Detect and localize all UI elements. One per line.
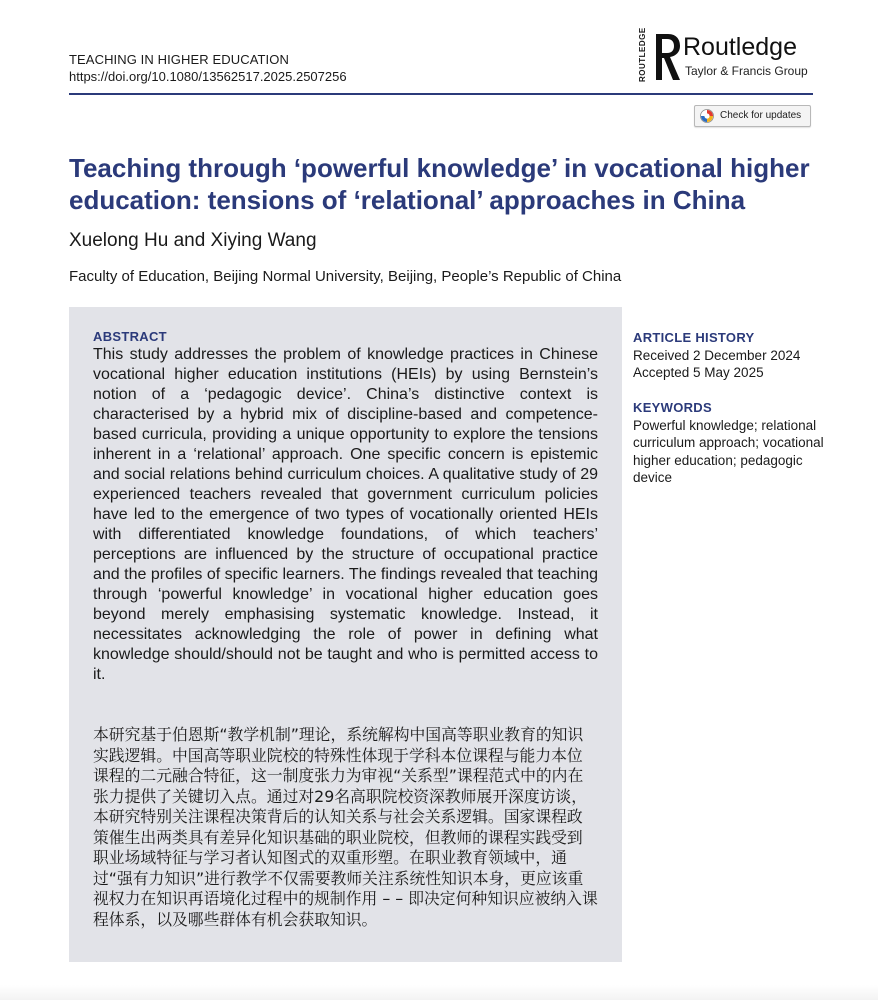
accepted-date: Accepted 5 May 2025 [633,365,764,380]
doi-link[interactable]: https://doi.org/10.1080/13562517.2025.2507256 [69,69,347,84]
journal-header [69,51,347,85]
abstract-text-chinese: 本研究基于伯恩斯“教学机制”理论，系统解构中国高等职业教育的知识实践逻辑。中国高等职业院校的特殊性体现于学科本位课程与能力本位课程的二元融合特征，这一制度张力为审视“关系型”课程范式中的内在张力提供了关键切入点。通过对29名高职院校资深教师展开深度访谈，本研究特别关注课程决策背后的认知关系与社会关系逻辑。国家课程政策催生出两类具有差异化知识基础的职业院校，但教师的课程实践受到职业场域特征与学习者认知图式的双重形塑。在职业教育领域中，通过“强有力知识”进行教学不仅需要教师关注系统性知识本身，更应该重视权力在知识再语境化过程中的规制作用 – – 即决定何种知识应被纳入课程体系，以及哪些群体有机会获取知识。 [93,725,598,929]
keywords-heading: KEYWORDS [633,400,712,415]
keywords-section [633,399,833,487]
keywords-list: Powerful knowledge; relational curriculum approach; vocational higher education; pedagogic device [633,417,824,485]
article-title: Teaching through ‘powerful knowledge’ in vocational higher education: tensions of ‘relational’ approaches in China [69,153,810,215]
check-for-updates-label: Check for updates [720,110,802,121]
routledge-r-icon [653,32,683,82]
received-date: Received 2 December 2024 [633,347,801,363]
publisher-logo [638,27,818,84]
publisher-vertical-mark: ROUTLEDGE [638,27,647,82]
abstract-heading: ABSTRACT [93,329,167,344]
publisher-name: Routledge [683,33,797,61]
article-history [633,329,833,382]
check-for-updates-icon [700,109,714,123]
publisher-group: Taylor & Francis Group [685,64,808,78]
abstract-panel [69,307,622,962]
article-authors: Xuelong Hu and Xiying Wang [69,230,317,251]
journal-name: TEACHING IN HIGHER EDUCATION [69,52,289,67]
article-history-heading: ARTICLE HISTORY [633,330,755,345]
check-for-updates-button[interactable] [694,105,811,127]
abstract-text: This study addresses the problem of knowledge practices in Chinese vocational higher education institutions (HEIs) by using Bernstein’s notion of a ‘pedagogic device’. China’s distinctive context is characterised by a hybrid mix of discipline-based and competence-based curricula, providing a unique opportunity to explore the tensions inherent in a ‘relational’ approach. One specific concern is epistemic and social relations behind curriculum choices. A qualitative study of 29 experienced teachers revealed that government curriculum policies have led to the emergence of two types of vocationally oriented HEIs with differentiated knowledge foundations, of which teachers’ perceptions are influenced by the structure of occupational practice and the profiles of specific learners. The findings revealed that teaching through ‘powerful knowledge’ in vocational higher education goes beyond merely emphasising systematic knowledge. Instead, it necessitates acknowledging the role of power in defining what knowledge should/should not be taught and who is permitted access to it. [93,346,598,683]
author-affiliation: Faculty of Education, Beijing Normal University, Beijing, People’s Republic of China [69,268,622,285]
page-bottom-edge [0,985,878,1000]
header-divider [69,93,813,95]
